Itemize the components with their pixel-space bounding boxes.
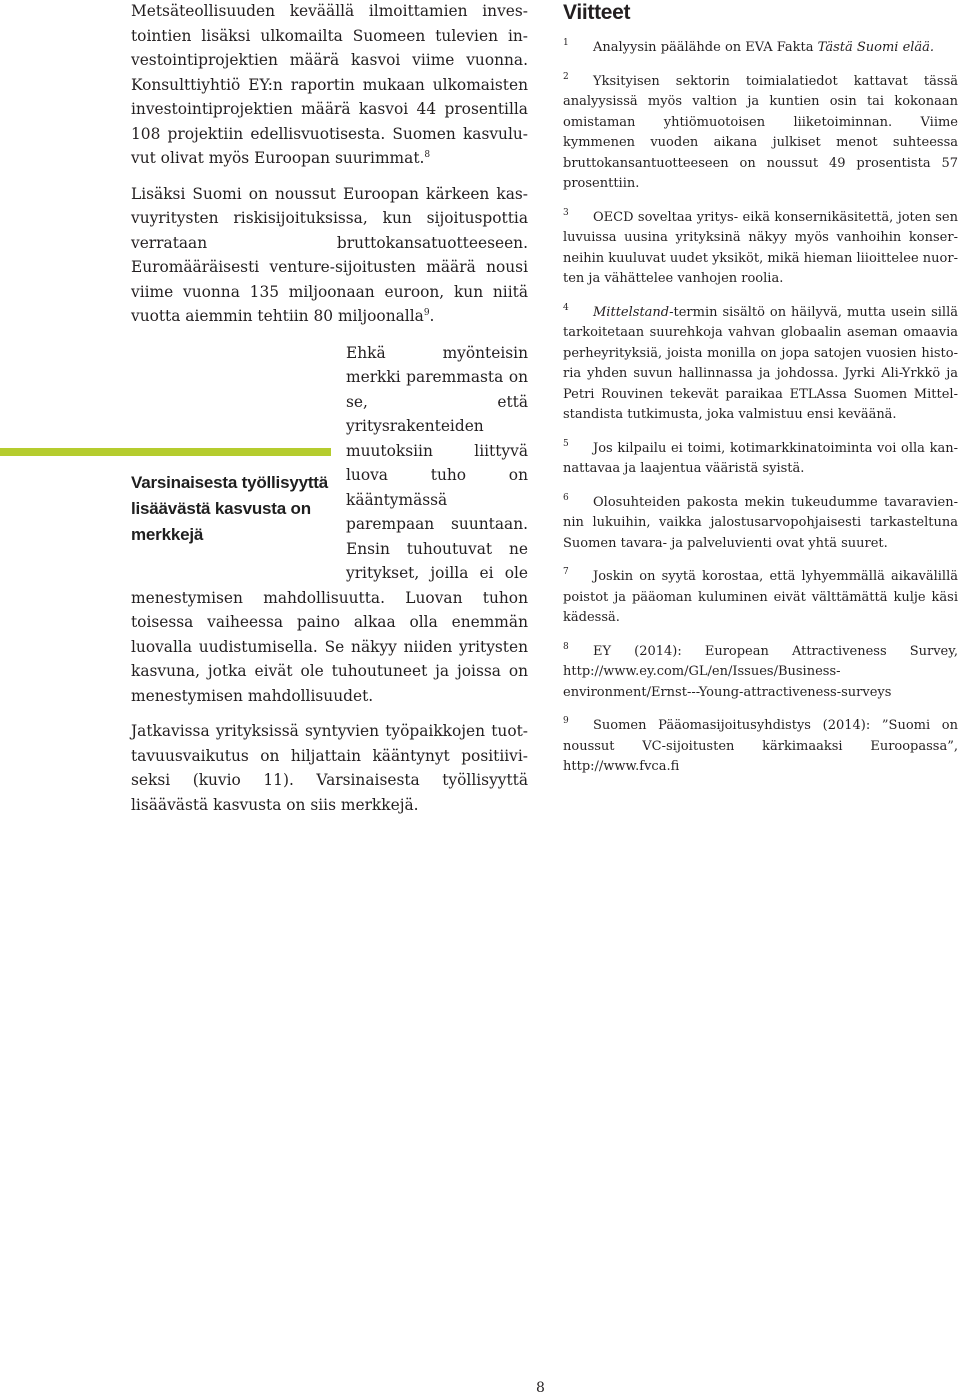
reference-item bbox=[563, 716, 958, 778]
reference-item bbox=[563, 493, 958, 555]
main-text-column bbox=[131, 0, 528, 828]
paragraph-1: Metsäteollisuuden keväällä ilmoittamien investointien lisäksi ulkomailta Suomeen tulevien investointiprojektien määrä kasvoi viime vuonna. Konsulttiyhtiö EY:n raportin mukaan ulkomaisten investointiprojektien määrä kasvoi 44 prosentilla 108 projektiin edellisvuotisesta. Suomen kasvuluvut olivat myös Euroopan suurimmat.$^8$ bbox=[131, 2, 528, 167]
references-list bbox=[563, 38, 958, 778]
paragraph-2: Lisäksi Suomi on noussut Euroopan kärkeen kasvuyritysten riskisijoituksissa, kun sijoituspottia verrataan bruttokansatuotteeseen. Euromääräisesti venture-sijoitusten määrä nousi viime vuonna 135 miljoonaan euroon, kun niitä vuotta aiemmin tehtiin 80 miljoonalla$^9$. bbox=[131, 184, 528, 325]
reference-italic-title: Tästä Suomi elää. bbox=[817, 40, 935, 55]
reference-text: Olosuhteiden pakosta mekin tukeudumme tavaraviennin lukuihin, vaikka jalostusarvopohjaisesti tarkasteltuna Suomen tavara- ja palveluvienti ovat yhtä suuret. bbox=[563, 494, 958, 551]
reference-text: Jos kilpailu ei toimi, kotimarkkinatoiminta voi olla kannattavaa ja laajentua vääristä syistä. bbox=[563, 440, 958, 476]
reference-number: 6 bbox=[563, 492, 569, 503]
reference-text: OECD soveltaa yritys- eikä konsernikäsitettä, joten sen luvuissa uusina yrityksinä näkyy myös vanhoihin konserneihin kuuluvat uudet yksiköt, mikä hieman liioittelee nuorten ja vähättelee vanhojen roolia. bbox=[563, 209, 958, 286]
reference-number: 1 bbox=[563, 38, 569, 48]
reference-item bbox=[563, 642, 958, 704]
reference-text: -termin sisältö on häilyvä, mutta usein sillä tarkoitetaan suurehkoja vahvan globaalin aseman omaavia perheyrityksiä, joista monilla on jopa satojen vuosien historia yhden suvun hallinnassa ja johdossa. Jyrki Ali-Yrkkö ja Petri Rouvinen tekevät paraikaa ETLAssa Suomen Mittelstandista tutkimusta, joka valmistuu ensi keväänä. bbox=[563, 304, 958, 422]
reference-item bbox=[563, 439, 958, 480]
reference-item bbox=[563, 303, 958, 426]
pullquote: Varsinaisesta työllisyyttä lisäävästä kasvusta on merkkejä bbox=[131, 473, 329, 544]
reference-item bbox=[563, 208, 958, 290]
reference-number: 3 bbox=[563, 207, 569, 218]
page-number: 8 bbox=[536, 1380, 545, 1396]
reference-text: Analyysin päälähde on EVA Fakta bbox=[593, 40, 818, 55]
reference-text: EY (2014): European Attractiveness Survey, http://www.ey.com/GL/en/Issues/Business-environment/Ernst---Young-attractiveness-surveys bbox=[563, 643, 958, 700]
paragraph-3: Ehkä myönteisin merkki paremmasta on se, että yritysrakenteiden muutoksiin liittyvä luova tuho on kääntymässä parempaan suuntaan. Ensin tuhoutuvat ne yritykset, joilla ei ole menestymisen mahdollisuutta. Luovan tuhon toisessa vaiheessa paino alkaa olla enemmän luovalla uudistumisella. Se näkyy niiden yritysten kasvuna, jotka eivät ole tuhoutuneet ja joissa on menestymisen mahdollisuudet. bbox=[131, 343, 528, 705]
reference-item bbox=[563, 567, 958, 629]
references-column bbox=[563, 0, 958, 791]
footnote-ref-9[interactable]: 9 bbox=[423, 308, 430, 318]
reference-number: 7 bbox=[563, 567, 569, 577]
reference-number: 8 bbox=[563, 641, 569, 652]
reference-item bbox=[563, 38, 958, 59]
reference-number: 2 bbox=[563, 71, 569, 82]
footnote-ref-8[interactable]: 8 bbox=[424, 150, 431, 160]
reference-item bbox=[563, 72, 958, 195]
references-title: Viitteet bbox=[563, 1, 631, 24]
reference-number: 4 bbox=[563, 302, 569, 313]
reference-number: 5 bbox=[563, 438, 569, 449]
reference-number: 9 bbox=[563, 716, 569, 726]
reference-italic-lead: Mittelstand bbox=[593, 304, 670, 320]
paragraph-4: Jatkavissa yrityksissä syntyvien työpaikkojen tuottavuusvaikutus on hiljattain kääntynyt positiiviseksi (kuvio 11). Varsinaisesta työllisyyttä lisäävästä kasvusta on siis merkkejä. bbox=[131, 722, 528, 814]
reference-text: Yksityisen sektorin toimialatiedot kattavat tässä analyysissä myös valtion ja kuntien osin tai kokonaan omistaman yhtiömuotoisen liiketoiminnan. Viime kymmenen vuoden aikana julkiset menot suhteessa bruttokansantuotteeseen on noussut 49 prosentista 57 prosenttiin. bbox=[563, 73, 958, 191]
reference-text: Suomen Pääomasijoitusyhdistys (2014): ”Suomi on noussut VC-sijoitusten kärkimaaksi Euroopassa”, http://www.fvca.fi bbox=[563, 718, 958, 774]
reference-text: Joskin on syytä korostaa, että lyhyemmällä aikavälillä poistot ja pääoman kuluminen eivät välttämättä kulje käsi kädessä. bbox=[563, 569, 958, 625]
